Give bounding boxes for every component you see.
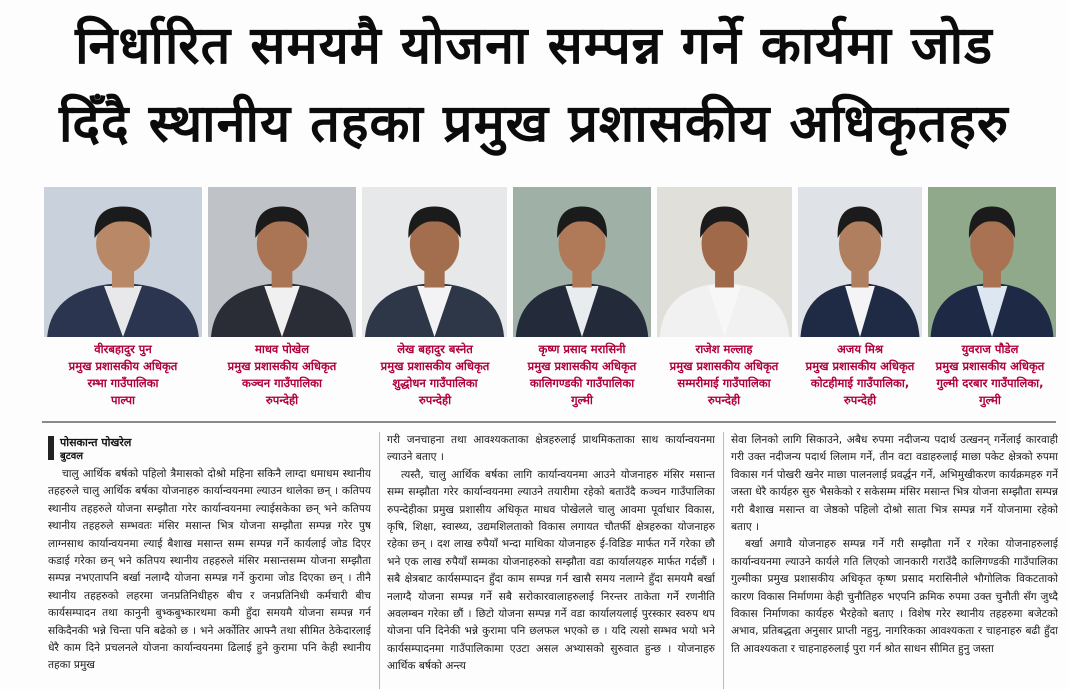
official-office: गुल्मी दरबार गाउँपालिका, xyxy=(936,376,1044,390)
portrait-graphic xyxy=(798,187,922,337)
official-name: युवराज पौडेल xyxy=(961,342,1019,356)
byline-author: पोसकान्त पोखरेल xyxy=(60,436,132,449)
official-district: रुपन्देही xyxy=(265,393,299,407)
official-district: गुल्मी xyxy=(979,393,1001,407)
official-district: पाल्पा xyxy=(111,393,135,407)
article-paragraph: बर्खा अगावै योजनाहरु सम्पन्न गर्ने गरी सम्झौता गर्ने र गरेका योजनाहरुलाई कार्यान्वयनमा ल्याउने कार्यले गति लिएको जानकारी गराउँदै कालिगण्डकी गाउँपालिका गुल्मीका प्रमुख प्रशासकीय अधिकृत कृष्ण प्रसाद मरासिनीले भौगोलिक विकटताको कारण विकास निर्माणमा केही चुनौतिहरु भएपनि क्रमिक रुपमा उक्त चुनौती सँग जुध्दै विकास निर्माणका कार्यहरु भैरहेको बताए । विशेष गरेर स्थानीय तहहरुमा बजेटको अभाव, प्रतिबद्धता अनुसार प्राप्ती नहुनु, नागरिकका आवश्यकता र चाहनाहरु बढी हुँदा ति आवश्यकता र चाहनाहरुलाई पुरा गर्न श्रोत साधन सीमित हुनु जस्ता xyxy=(731,538,1058,655)
official-office: कोटहीमाई गाउँपालिका, xyxy=(810,376,910,390)
article-paragraph: सेवा लिनको लागि सिकाउने, अबैध रुपमा नदीजन्य पदार्थ उत्खनन् गर्नेलाई कारवाही गरी उक्त नदीजन्य पदार्थ लिलाम गर्ने, तीन वटा वडाहरुलाई माछा पकेट क्षेत्रको रुपमा विकास गर्न पोखरी खनेर माछा पालनलाई प्रवर्द्धन गर्ने, अभिमुखीकरण कार्यक्रमहरु गर्ने जस्ता धेरै कार्यहरु सुरु भैसकेको र सकेसम्म मंसिर मसान्त भित्र योजना सम्झौता सम्पन्न गरी बैशाख मसान्त वा जेष्ठको पहिलो दोश्रो साता भित्र सम्पन्न गर्ने योजनामा रहेको बताए । xyxy=(731,434,1058,534)
official-photo-4 xyxy=(513,187,651,337)
official-title: प्रमुख प्रशासकीय अधिकृत xyxy=(227,359,337,373)
official-caption-4 xyxy=(506,341,658,409)
official-name: माधव पोखेल xyxy=(254,342,310,356)
official-title: प्रमुख प्रशासकीय अधिकृत xyxy=(527,359,637,373)
official-photo-7 xyxy=(928,187,1056,337)
official-name: लेख बहादुर बस्नेत xyxy=(397,342,473,356)
official-title: प्रमुख प्रशासकीय अधिकृत xyxy=(935,359,1045,373)
article-paragraph: त्यस्तै, चालु आर्थिक बर्षका लागि कार्यान्वयनमा आउने योजनाहरु मंसिर मसान्त सम्म सम्झौता गरेर कार्यान्वयनमा ल्याउने तयारीमा रहेको बताउँदै कञ्चन गाउँपालिका रुपन्देहीका प्रमुख प्रशासीय अधिकृत माधव पोखेलले चालु आवमा पूर्वाधार विकास, कृषि, शिक्षा, स्वास्थ्य, उद्यमशिलताको विकास लगायत चौतर्फी क्षेत्रहरुका योजनाहरु रहेका छन् । दश लाख रुपैयाँ भन्दा माथिका योजनाहरु ई-विडिङ मार्फत गर्ने गरेका छौ भने एक लाख रुपैयाँ सम्मका योजनाहरुको सम्झौता वडा कार्यालयहरु मार्फत गर्दछौं । सबै क्षेत्रबाट कार्यसम्पादन हुँदा काम सम्पन्न गर्न खासै समय नलाग्ने हुँदा समयमै बर्खा नलाग्दै योजना सम्पन्न गर्ने सबै सरोकारवालाहरुलाई निरन्तर ताकेता गर्ने रणनीति अवलम्बन गरेका छौं । छिटो योजना सम्पन्न गर्ने वडा कार्यालयलाई पुरस्कार स्वरुप थप योजना पनि दिनेकी भन्ने कुरामा पनि छलफल भएको छ । यदि त्यसो सम्भव भयो भने कार्यसम्पादनमा गाउँपालिकामा एउटा असल अभ्यासको सुरुवात हुन्छ । योजनाहरु आर्थिक बर्षको अन्त्य xyxy=(387,468,715,673)
official-title: प्रमुख प्रशासकीय अधिकृत xyxy=(805,359,915,373)
official-district: रुपन्देही xyxy=(843,393,877,407)
headline-line-1: निर्धारित समयमै योजना सम्पन्न गर्ने कार्यमा जोड xyxy=(75,16,993,76)
portrait-graphic xyxy=(44,187,202,337)
column-divider xyxy=(723,432,724,689)
article-column-2 xyxy=(387,432,715,689)
portrait-graphic xyxy=(657,187,792,337)
official-caption-5 xyxy=(650,341,798,409)
official-photo-5 xyxy=(657,187,792,337)
byline-marker xyxy=(48,436,54,460)
byline-place: बुटवल xyxy=(60,451,84,462)
officials-captions xyxy=(44,341,1056,411)
official-office: सम्मरीमाई गाउँपालिका xyxy=(677,376,771,390)
portrait-graphic xyxy=(208,187,356,337)
column-divider xyxy=(379,432,380,689)
portrait-graphic xyxy=(513,187,651,337)
official-name: वीरबहादुर पुन xyxy=(94,342,152,356)
official-district: रुपन्देही xyxy=(707,393,741,407)
official-caption-1 xyxy=(44,341,202,409)
official-name: अजय मिश्र xyxy=(837,342,883,356)
official-title: प्रमुख प्रशासकीय अधिकृत xyxy=(669,359,779,373)
official-title: प्रमुख प्रशासकीय अधिकृत xyxy=(380,359,490,373)
official-caption-7 xyxy=(920,341,1060,409)
official-name: राजेश मल्लाह xyxy=(695,342,753,356)
portrait-graphic xyxy=(928,187,1056,337)
official-photo-2 xyxy=(208,187,356,337)
official-photo-6 xyxy=(798,187,922,337)
official-office: रम्भा गाउँपालिका xyxy=(87,376,159,390)
official-photo-3 xyxy=(362,187,507,337)
official-name: कृष्ण प्रसाद मरासिनी xyxy=(538,342,626,356)
article-paragraph: चालु आर्थिक बर्षको पहिलो त्रैमासको दोश्रो महिना सकिनै लाग्दा धमाधम स्थानीय तहहरुले चालु आर्थिक बर्षका योजनाहरु कार्यान्वयनमा ल्याउन थालेका छन् । कतिपय स्थानीय तहहरुले योजना सम्झौता गरेर कार्यान्वयनमा ल्याईसकेका छन् भने कतिपय स्थानीय तहहरुले सम्भवतः मंसिर मसान्त भित्र योजना सम्झौता सम्पन्न गरेर पुष लाग्नसाथ कार्यान्वयनमा ल्याई बैशाख मसान्त सम्म सम्पन्न गर्ने कार्यलाई जोड दिएर कडाई गरेका छन् भने कतिपय स्थानीय तहहरुले मंसिर मसान्तसम्म योजना सम्झौता सम्पन्न नभएतापनि बर्खा नलाग्दै योजना सम्पन्न गर्ने कुरामा जोड दिएका छन् । तीनै स्थानीय तहहरुको लहरमा जनप्रतिनिधीहरु बीच र जनप्रतिनिधी कर्मचारी बीच कार्यसम्पादन तथा कानुनी बुभ्कबुभ्कारथमा कमी हुँदा समयमै योजना सम्पन्न गर्न सकिदैनकी भन्ने चिन्ता पनि बढेको छ । भने अर्कोतिर आफ्नै तथा सीमित ठेकेदारलाई धेरै काम दिने प्रचलनले योजना कार्यान्वयनमा ढिलाई हुने कुरामा पनि केही स्थानीय तहका प्रमुख xyxy=(48,468,371,672)
official-district: रुपन्देही xyxy=(418,393,452,407)
official-title: प्रमुख प्रशासकीय अधिकृत xyxy=(68,359,178,373)
official-district: गुल्मी xyxy=(571,393,593,407)
official-caption-2 xyxy=(198,341,366,409)
officials-photo-strip xyxy=(44,187,1056,337)
article-column-3 xyxy=(731,432,1058,689)
official-caption-6 xyxy=(790,341,930,409)
official-photo-1 xyxy=(44,187,202,337)
portrait-graphic xyxy=(362,187,507,337)
headline-line-2: दिँदै स्थानीय तहका प्रमुख प्रशासकीय अधिकृतहरु xyxy=(58,94,1010,154)
official-office: कालिगण्डकी गाउँपालिका xyxy=(529,376,635,390)
section-divider xyxy=(42,421,1056,423)
official-office: कञ्चन गाउँपालिका xyxy=(242,376,322,390)
article-column-1 xyxy=(48,466,371,689)
official-caption-3 xyxy=(354,341,516,409)
official-office: शुद्धोधन गाउँपालिका xyxy=(392,376,478,390)
article-paragraph: गरी जनचाहना तथा आवश्यकताका क्षेत्रहरुलाई प्राथमिकताका साथ कार्यान्वयनमा ल्याउने बताए । xyxy=(387,434,715,464)
